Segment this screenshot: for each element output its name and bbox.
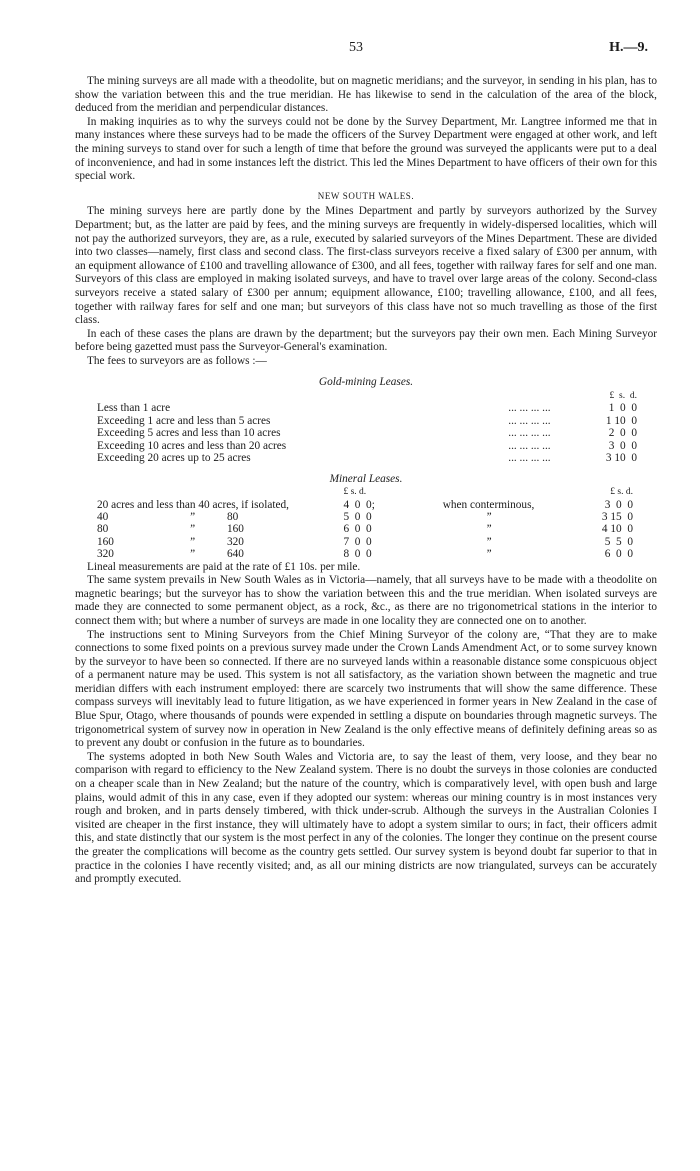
acres-to: 80 [227, 510, 239, 523]
isolated-fee: 5 0 0 [343, 510, 372, 523]
acres-from: 320 [97, 548, 114, 561]
paragraph: The instructions sent to Mining Surveyors from the Chief Mining Surveyor of the colony are, “That they are to make connections to some fixed points on a previous survey made under the Crown Lands Amendment Act, or to some survey known by the surveyor to have been so connected. If there are no surveyed lands within a reasonable distance some conspicuous object of a permanent nature may be used. This system is not all satisfactory, as the variation shown between the magnetic and true meridian differs with each instrument employed: there are scarcely two instruments that will show the same difference. These compass surveys will inevitably lead to future litigation, as we have experienced in former years in New Zealand in the case of Blue Spur, Otago, where thousands of pounds were expended in settling a dispute on boundaries through magnetic surveys. The trigonometrical system of survey now in operation in New Zealand is the only effective means of definitely defining areas so as to prevent any doubt or confusion in the future as to boundaries. [75, 628, 657, 750]
leader-dots: ... ... ... ... [508, 452, 551, 465]
currency-header: £ s. d. [609, 391, 637, 402]
row-label: Exceeding 20 acres up to 25 acres [97, 452, 251, 465]
row-amount: 3 0 0 [608, 439, 637, 452]
conterminous-fee: 6 0 0 [604, 548, 633, 561]
mineral-table-title: Mineral Leases. [329, 472, 403, 485]
acres-from: 80 [97, 523, 109, 536]
currency-header-conterminous: £ s. d. [610, 487, 633, 498]
isolated-fee: 6 0 0 [343, 523, 372, 536]
paragraph: The fees to surveyors are as follows :— [87, 354, 267, 367]
section-heading: NEW SOUTH WALES. [317, 190, 415, 201]
ditto-mark: ” [485, 548, 492, 561]
row-amount: 1 10 0 [605, 414, 637, 427]
row-label: Less than 1 acre [97, 402, 171, 415]
document-reference: H.—9. [609, 40, 648, 55]
paragraph: In each of these cases the plans are drawn by the department; but the surveyors pay their own men. Each Mining Surveyor before being gazetted must pass the Surveyor-General's examination. [75, 327, 657, 354]
gold-table-title: Gold-mining Leases. [318, 376, 414, 389]
mineral-leases-table [97, 486, 633, 560]
ditto-mark: ” [188, 548, 196, 561]
paragraph: In making inquiries as to why the surveys could not be done by the Survey Department, Mr. Langtree informed me that in many instances where these surveys had to be made the officers of the Survey Department were engaged at other work, and left the mining surveys to stand over for such a length of time that before the ground was surveyed the applicants were put to a deal of inconvenience, and had in some instances left the district. This led the Mines Department to have officers of their own for this special work. [75, 115, 657, 183]
row-label: 20 acres and less than 40 acres, if isolated, [97, 498, 289, 511]
row-label: Exceeding 10 acres and less than 20 acres [97, 439, 287, 452]
ditto-mark: ” [485, 535, 492, 548]
leader-dots: ... ... ... ... [508, 402, 551, 415]
table-row [97, 415, 637, 427]
acres-to: 320 [227, 535, 244, 548]
leader-dots: ... ... ... ... [508, 427, 551, 440]
isolated-fee: 4 0 0; [343, 498, 375, 511]
isolated-fee: 7 0 0 [343, 535, 372, 548]
acres-to: 640 [227, 548, 244, 561]
table-row [97, 511, 633, 523]
table-row [97, 536, 633, 548]
table-row [97, 440, 637, 452]
row-label: Exceeding 1 acre and less than 5 acres [97, 414, 271, 427]
isolated-fee: 8 0 0 [343, 548, 372, 561]
table-row [97, 427, 637, 439]
table-row [97, 523, 633, 535]
row-amount: 3 10 0 [605, 452, 637, 465]
conterminous-label: when conterminous, [442, 498, 535, 511]
acres-from: 160 [97, 535, 114, 548]
paragraph: The same system prevails in New South Wales as in Victoria—namely, that all surveys have to be made with a theodolite on magnetic bearings; but the surveyor has to show the variation between this and the true meridian. When isolated surveys are made they are connected to some permanent object, as a rock, &c., as there are no trigonometrical stations in the interior to connect them with; but where a number of surveys are made in one locality they are connected one on to another. [75, 574, 657, 627]
table-row [97, 548, 633, 560]
row-amount: 2 0 0 [608, 427, 637, 440]
ditto-mark: ” [485, 523, 492, 536]
ditto-mark: ” [485, 510, 492, 523]
ditto-mark: ” [188, 510, 196, 523]
conterminous-fee: 3 15 0 [601, 510, 633, 523]
paragraph: The systems adopted in both New South Wales and Victoria are, to say the least of them, very loose, and they bear no comparison with regard to efficiency to the New Zealand system. There is no doubt the surveys in those colonies are conducted on a cheaper scale than in New Zealand; but the nature of the country, which is comparatively level, with open bush and large plains, would admit of this in any case, even if they adopted our system: whereas our mining country is in most instances very rough and broken, and in parts densely timbered, with thick under-scrub. Although the surveys in the Australian Colonies I visited are cheaper in the first instance, they will ultimately have to adopt a system similar to ours; in fact, their officers admit this, and state distinctly that our system is the most perfect in any of the colonies. The longer they continue on the present course the greater the complications will become as the country gets settled. Our survey system is beyond doubt far superior to that in practice in the colonies I have recently visited; and, as all our mining districts are now triangulated, surveys can be accurately and promptly executed. [75, 750, 657, 886]
ditto-mark: ” [188, 535, 196, 548]
row-label: Exceeding 5 acres and less than 10 acres [97, 427, 281, 440]
conterminous-fee: 4 10 0 [601, 523, 633, 536]
acres-to: 160 [227, 523, 244, 536]
leader-dots: ... ... ... ... [508, 439, 551, 452]
gold-leases-table [97, 390, 637, 464]
conterminous-fee: 5 5 0 [604, 535, 633, 548]
page-number: 53 [349, 40, 363, 55]
table-row [97, 452, 637, 464]
row-amount: 1 0 0 [608, 402, 637, 415]
ditto-mark: ” [188, 523, 196, 536]
paragraph: The mining surveys are all made with a theodolite, but on magnetic meridians; and the surveyor, in sending in his plan, has to show the variation between this and the true meridian. He has likewise to send in the calculation of the area of the block, deduced from the meridian and perpendicular distances. [75, 75, 657, 115]
table-row [97, 499, 633, 511]
paragraph: Lineal measurements are paid at the rate of £1 10s. per mile. [87, 560, 361, 573]
currency-header-isolated: £ s. d. [343, 487, 367, 498]
acres-from: 40 [97, 510, 109, 523]
table-row [97, 402, 637, 414]
paragraph: The mining surveys here are partly done by the Mines Department and partly by surveyors authorized by the Survey Department; but, as the latter are paid by fees, and the mining surveys are frequently in widely-dispersed localities, which will not pay the authorized surveyors, they are, as a rule, executed by salaried surveyors of the Mines Department. These are divided into two classes—namely, first class and second class. The first-class surveyors receive a fixed salary of £300 per annum, with an equipment allowance of £100 and travelling allowance of £300, and all fees, together with railway fares for self and one man. Surveyors of this class are employed in making isolated surveys, and have to travel over large areas of the colony. Second-class surveyors receive a stated salary of £300 per annum; equipment allowance, £100; travelling allowance, £100, and all fees, together with railway fares for self and one man; but surveyors of this class have not so much travelling as those of the first class. [75, 205, 657, 327]
page-header [0, 40, 700, 60]
page-body [75, 75, 657, 887]
conterminous-fee: 3 0 0 [604, 498, 633, 511]
leader-dots: ... ... ... ... [508, 414, 551, 427]
